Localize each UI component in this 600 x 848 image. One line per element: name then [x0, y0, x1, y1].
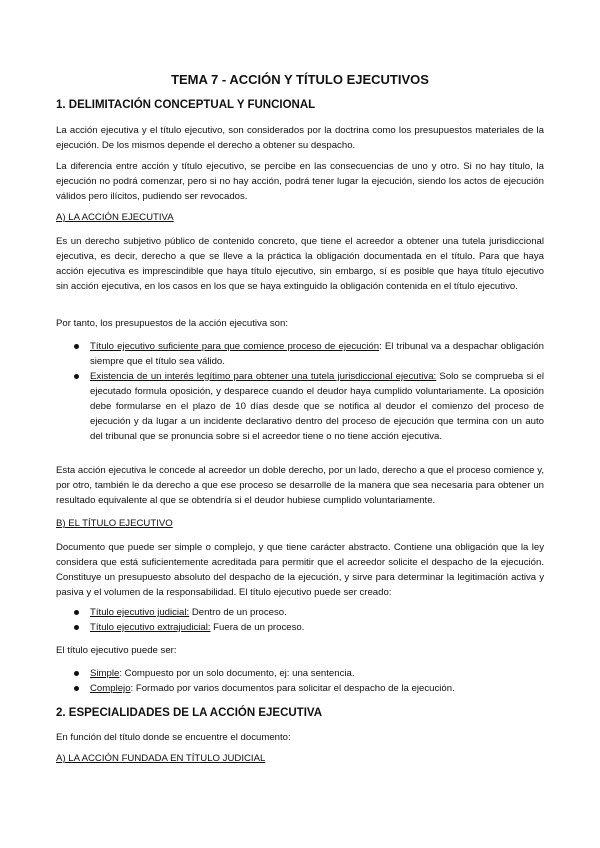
section-2-heading: 2. ESPECIALIDADES DE LA ACCIÓN EJECUTIVA: [56, 707, 323, 719]
list-item: [74, 369, 544, 444]
paragraph: La diferencia entre acción y título ejecutivo, se percibe en las consecuencias de uno y otro. Si no hay título, la ejecución no podrá comenzar, pero si no hay acción, podrá tener lugar la ejecución, siendo los actos de ejecución válidos pero ilícitos, pudiendo ser revocados.: [56, 161, 544, 202]
bullet-icon: [74, 686, 79, 691]
creation-types-list: [74, 605, 544, 635]
list-item: [74, 605, 544, 620]
paragraph: Por tanto, los presupuestos de la acción ejecutiva son:: [56, 318, 288, 329]
item-term: Título ejecutivo suficiente para que comience proceso de ejecución: [90, 341, 380, 352]
item-term: Título ejecutivo extrajudicial:: [90, 622, 211, 633]
item-term: Existencia de un interés legítimo para obtener una tutela jurisdiccional ejecutiva:: [90, 371, 437, 382]
subsection-b-heading: B) EL TÍTULO EJECUTIVO: [56, 518, 173, 529]
paragraph: En función del título donde se encuentre el documento:: [56, 732, 291, 743]
paragraph: La acción ejecutiva y el título ejecutivo, son considerados por la doctrina como los presupuestos materiales de la ejecución. De los mismos depende el derecho a obtener su despacho.: [56, 125, 544, 151]
subsection-2a-heading: A) LA ACCIÓN FUNDADA EN TÍTULO JUDICIAL: [56, 753, 266, 764]
item-term: Título ejecutivo judicial:: [90, 607, 190, 618]
list-item: [74, 666, 544, 681]
item-term: Simple: [90, 668, 120, 679]
bullet-icon: [74, 344, 79, 349]
list-item: [74, 339, 544, 369]
page-title: TEMA 7 - ACCIÓN Y TÍTULO EJECUTIVOS: [171, 72, 429, 87]
item-text: : Formado por varios documentos para solicitar el despacho de la ejecución.: [130, 683, 455, 694]
item-text: Fuera de un proceso.: [210, 622, 305, 633]
bullet-icon: [74, 625, 79, 630]
paragraph: Es un derecho subjetivo público de contenido concreto, que tiene el acreedor a obtener una tutela jurisdiccional ejecutiva, es decir, derecho a que se lleve a la práctica la obligación documentada en el título. Para que haya acción ejecutiva es imprescindible que haya título ejecutivo, sin embargo, sí es posible que haya título ejecutivo sin acción ejecutiva, en los casos en los que se haya extinguido la obligación contenida en el título ejecutivo.: [56, 236, 544, 292]
section-1-heading: 1. DELIMITACIÓN CONCEPTUAL Y FUNCIONAL: [56, 99, 316, 111]
item-text: : Compuesto por un solo documento, ej: una sentencia.: [119, 668, 355, 679]
item-term: Complejo: [90, 683, 131, 694]
list-item: [74, 620, 544, 635]
bullet-icon: [74, 671, 79, 676]
paragraph: El título ejecutivo puede ser:: [56, 645, 177, 656]
title-kinds-list: [74, 666, 544, 696]
list-item: [74, 681, 544, 696]
item-text: : El tribunal va a despachar obligación siempre que el título sea válido.: [90, 341, 544, 367]
paragraph: Esta acción ejecutiva le concede al acreedor un doble derecho, por un lado, derecho a que el proceso comience y, por otro, también le da derecho a que ese proceso se desarrolle de la manera que sea necesaria para obtener un resultado equivalente al que se obtendría si el deudor hubiese cumplido voluntariamente.: [56, 465, 544, 506]
item-text: Solo se comprueba si el ejecutado formula oposición, y desparece cuando el deudor haya cumplido voluntariamente. La oposición debe formularse en el plazo de 10 días desde que se notifica al deudor el comienzo del proceso de ejecución y da lugar a un incidente declarativo dentro del proceso de ejecución que termina con un auto del tribunal que se pronuncia sobre si el acreedor tiene o no tiene acción ejecutiva.: [90, 371, 544, 442]
presupuestos-list: [74, 339, 544, 444]
subsection-a-heading: A) LA ACCIÓN EJECUTIVA: [56, 212, 174, 223]
paragraph: Documento que puede ser simple o complejo, y que tiene carácter abstracto. Contiene una obligación que la ley considera que está suficientemente acreditada para permitir que el acreedor solicite el despacho de la ejecución. Constituye un presupuesto absoluto del despacho de la ejecución, y sirve para determinar la legitimación activa y pasiva y el volumen de la responsabilidad. El título ejecutivo puede ser creado:: [56, 542, 544, 598]
bullet-icon: [74, 610, 79, 615]
bullet-icon: [74, 374, 79, 379]
item-text: Dentro de un proceso.: [189, 607, 287, 618]
